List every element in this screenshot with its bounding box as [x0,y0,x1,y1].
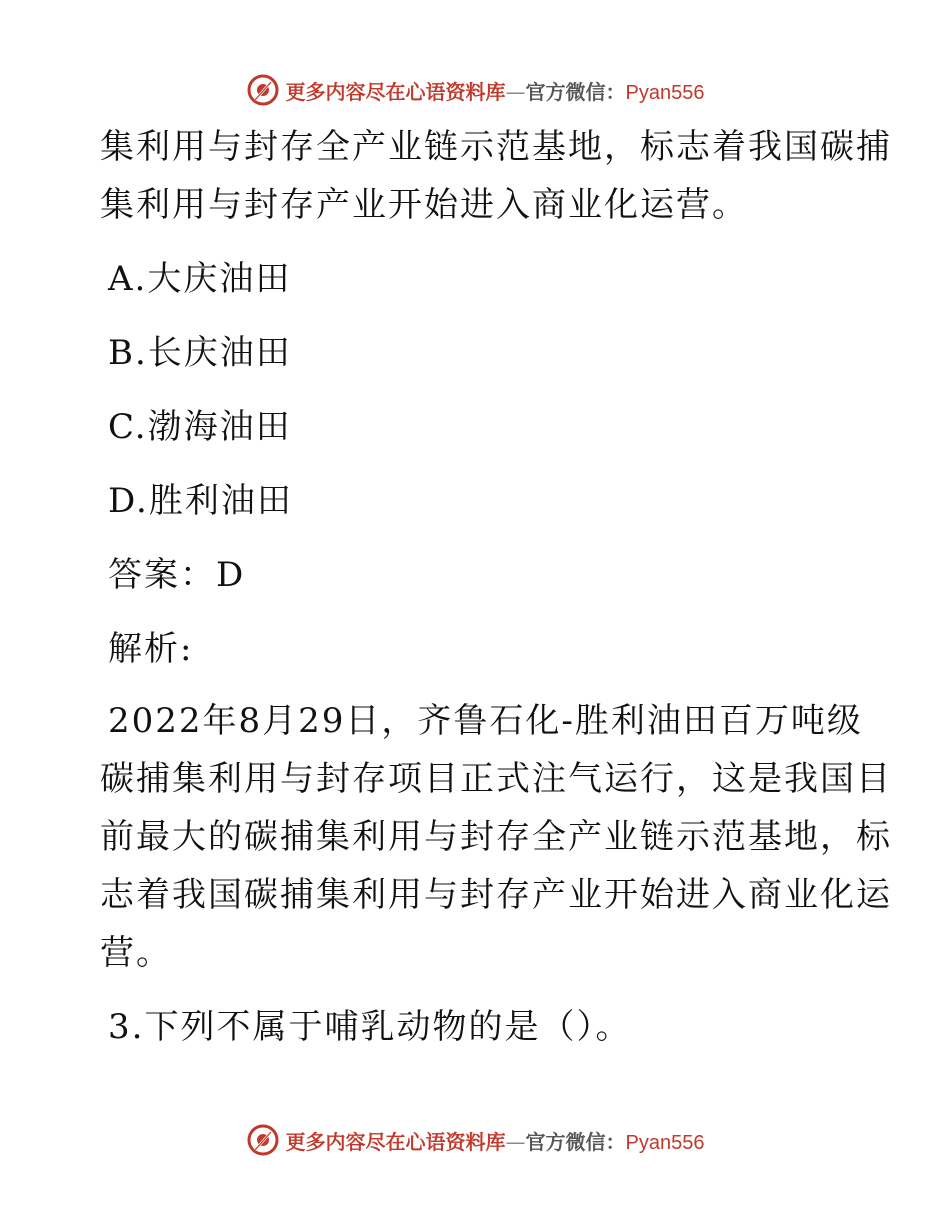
next-question: 3.下列不属于哺乳动物的是（）。 [108,1007,632,1047]
watermark-wechat-id: Pyan556 [625,81,705,104]
document-body [100,118,892,1056]
analysis-paragraph [100,692,892,982]
intro-paragraph [100,118,892,234]
analysis-line: 2022年8月29日，齐鲁石化-胜利油田百万吨级 [108,701,863,741]
analysis-line: 营。 [100,933,172,973]
analysis-line: 碳捕集利用与封存项目正式注气运行，这是我国目 [100,759,892,799]
answer: 答案：D [108,555,246,595]
intro-line: 集利用与封存全产业链示范基地，标志着我国碳捕 [100,127,892,167]
watermark-logo-icon [246,1123,280,1157]
watermark-dash: — [505,79,526,104]
watermark-logo-icon [246,73,280,107]
watermark-site-name: 更多内容尽在心语资料库 [285,1129,506,1154]
analysis-line: 前最大的碳捕集利用与封存全产业链示范基地，标 [100,817,892,857]
intro-line: 集利用与封存产业开始进入商业化运营。 [100,185,748,225]
watermark-site-name: 更多内容尽在心语资料库 [285,79,506,104]
watermark-wechat-id: Pyan556 [625,1131,705,1154]
header-watermark [0,70,950,110]
watermark-text [286,1126,705,1155]
option-b: B.长庆油田 [108,333,292,373]
option-a: A.大庆油田 [108,259,292,299]
watermark-dash: — [505,1129,526,1154]
watermark-wechat-label: 官方微信： [525,1129,626,1154]
analysis-line: 志着我国碳捕集利用与封存产业开始进入商业化运 [100,875,892,915]
option-c: C.渤海油田 [108,407,292,447]
watermark-wechat-label: 官方微信： [525,79,626,104]
footer-watermark [0,1120,950,1160]
option-d: D.胜利油田 [108,481,293,521]
analysis-label: 解析: [108,629,194,669]
watermark-text [286,76,705,105]
